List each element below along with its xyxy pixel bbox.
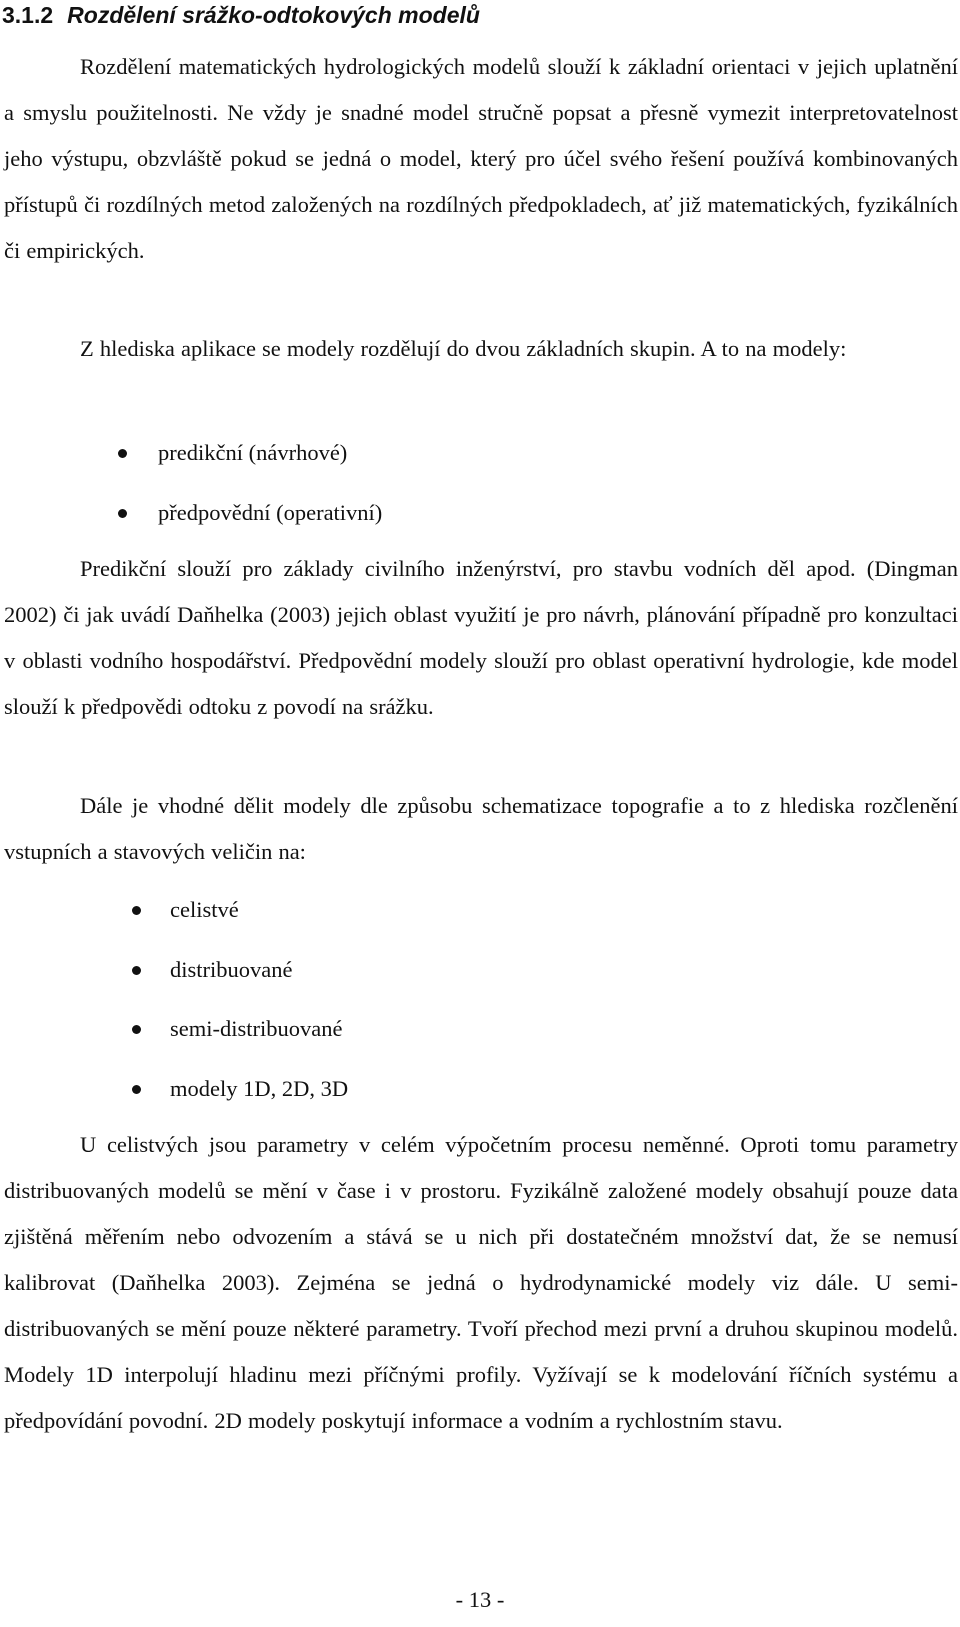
list-item-label: předpovědní (operativní) [158,500,383,525]
section-title: Rozdělení srážko-odtokových modelů [67,2,480,28]
paragraph-prediction-text: Predikční slouží pro základy civilního inženýrství, pro stavbu vodních děl apod. (Dingman 2002) či jak uvádí Daňhelka (2003) jejich oblast využití je pro návrh, plánování případně pro konzultaci v oblasti vodního hospodářství. Předpovědní modely slouží pro oblast operativní hydrologie, kde model slouží k předpovědi odtoku z povodí na srážku. [4,556,958,719]
paragraph-prediction [4,546,958,730]
list-item [132,1014,342,1044]
paragraph-intro [4,44,958,274]
bullet-icon [132,906,141,915]
list-item-label: modely 1D, 2D, 3D [170,1076,349,1101]
list-item-label: distribuované [170,957,293,982]
page-number: - 13 - [455,1587,505,1612]
paragraph-model-types [4,1122,958,1444]
list-item [118,438,347,468]
paragraph-schematization-text: Dále je vhodné dělit modely dle způsobu schematizace topografie a to z hlediska rozčlenění vstupních a stavových veličin na: [4,793,958,864]
list-item [132,955,292,985]
list-item [132,895,239,925]
section-heading [2,0,480,30]
paragraph-schematization [4,783,958,875]
paragraph-intro-text: Rozdělení matematických hydrologických modelů slouží k základní orientaci v jejich uplatnění a smyslu použitelnosti. Ne vždy je snadné model stručně popsat a přesně vymezit interpretovatelnost jeho výstupu, obzvláště pokud se jedná o model, který pro účel svého řešení používá kombinovaných přístupů či rozdílných metod založených na rozdílných předpokladech, ať již matematických, fyzikálních či empirických. [4,54,958,263]
list-item-label: semi-distribuované [170,1016,343,1041]
bullet-icon [118,509,127,518]
list-item [118,498,382,528]
paragraph-model-groups [4,326,958,372]
bullet-icon [118,449,127,458]
bullet-icon [132,1085,141,1094]
bullet-icon [132,966,141,975]
paragraph-model-groups-text: Z hlediska aplikace se modely rozdělují do dvou základních skupin. A to na modely: [80,336,847,361]
list-item-label: celistvé [170,897,239,922]
bullet-icon [132,1025,141,1034]
list-item-label: predikční (návrhové) [158,440,348,465]
list-item [132,1074,348,1104]
paragraph-model-types-text: U celistvých jsou parametry v celém výpočetním procesu neměnné. Oproti tomu parametry distribuovaných modelů se mění v čase i v prostoru. Fyzikálně založené modely obsahují pouze data zjištěná měřením nebo odvozením a stává se u nich při dostatečném množství dat, že se nemusí kalibrovat (Daňhelka 2003). Zejména se jedná o hydrodynamické modely viz dále. U semi-distribuovaných se mění pouze některé parametry. Tvoří přechod mezi první a druhou skupinou modelů. Modely 1D interpolují hladinu mezi příčnými profily. Vyžívají se k modelování říčních systému a předpovídání povodní. 2D modely poskytují informace a vodním a rychlostním stavu. [4,1132,958,1433]
section-number: 3.1.2 [2,2,54,28]
